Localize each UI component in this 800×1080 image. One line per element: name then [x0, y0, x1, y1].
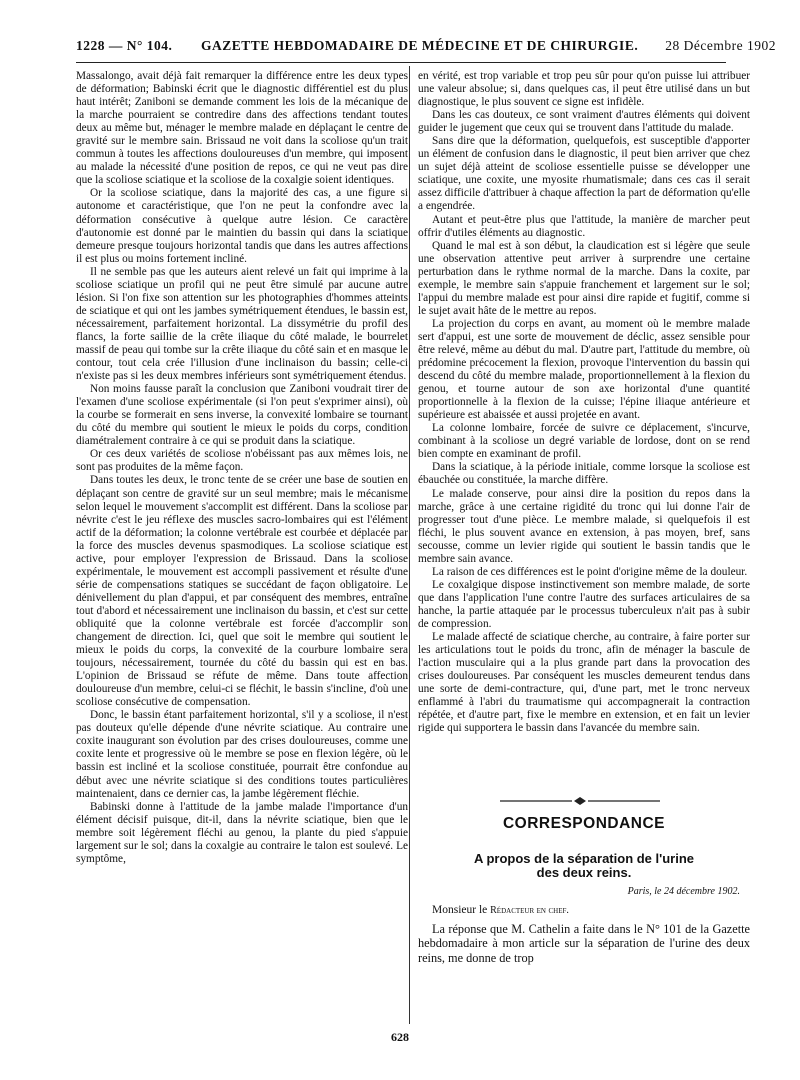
header-rule [76, 62, 726, 63]
page-issue-number: 1228 — N° 104. [76, 38, 173, 53]
letter-salutation [432, 904, 569, 916]
paragraph: Dans les cas douteux, ce sont vraiment d'autres éléments qui doivent guider le jugement que ceux qui se trouvent dans l'attitude du malade. [418, 109, 750, 135]
paragraph: Sans dire que la déformation, quelquefois, est susceptible d'apporter un élément de confusion dans le diagnostic, il peut bien arriver que chez un sujet déjà atteint de scoliose essentielle puisse se développer une sciatique, une coxite, une myosite rhumatismale; dans ces cas il serait assez difficile d'attribuer à chaque affection la part de déformation qu'elle a engendrée. [418, 135, 750, 213]
paragraph: La colonne lombaire, forcée de suivre ce déplacement, s'incurve, combinant à la scoliose un degré variable de lordose, dont on se rend bien compte en examinant de profil. [418, 422, 750, 461]
paragraph: Le malade affecté de sciatique cherche, au contraire, à faire porter sur les articulations tout le poids du tronc, afin de ménager la bascule de l'action musculaire qui a la plus grande part dans la provocation des crises douloureuses. Par conséquent les muscles demeurent tendus dans une sorte de demi-contracture, qui, d'une part, met le tronc nerveux enflammé à l'abri du traumatisme qui accompagnerait la contraction répétée, et d'autre part, fixe le membre en extension, et en fait un levier rigide qui supportera le bassin dans l'avancée du membre sain. [418, 631, 750, 735]
paragraph: Or la scoliose sciatique, dans la majorité des cas, a une figure si autonome et caractéristique, que l'on ne peut la confondre avec la déformation consécutive à quelque autre lésion. Ce caractère d'autonomie est donné par le maintien du bassin qui dans la sciatique demeure presque toujours horizontal tandis que dans les autres affections il est plus ou moins fortement incliné. [76, 187, 408, 265]
section-title: CORRESPONDANCE [502, 815, 665, 832]
journal-title: GAZETTE HEBDOMADAIRE DE MÉDECINE ET DE CHIRURGIE. [201, 38, 639, 53]
paragraph: La projection du corps en avant, au moment où le membre malade sert d'appui, est une sorte de mouvement de déclic, assez sensible pour être relevé, même au début du mal. D'autre part, l'attitude du membre, où prédomine précocement la flexion, provoque l'intervention du bassin qui descend du côté du membre malade, proportionnellement à la flexion du genou, et tourne autour de son axe horizontal d'une quantité proportionnelle à la flexion de la cuisse; l'épine iliaque antérieure et supérieure est abaissée et aussi projetée en avant. [418, 317, 750, 422]
paragraph: Autant et peut-être plus que l'attitude, la manière de marcher peut offrir d'utiles éléments au diagnostic. [418, 213, 750, 239]
column-divider [409, 66, 410, 1024]
folio-number: 628 [391, 1030, 409, 1044]
paragraph: Babinski donne à l'attitude de la jambe malade l'importance d'un élément décisif puisque, dit-il, dans la névrite sciatique, bien que le membre soit légèrement fléchi au genou, la plante du pied s'appuie largement sur le sol; dans la coxalgie au contraire le talon est soulevé. Le symptôme, [76, 800, 408, 865]
paragraph: Dans toutes les deux, le tronc tente de se créer une base de soutien en déplaçant son centre de gravité sur un seul membre; mais le mécanisme selon lequel le mouvement s'accomplit est différent. Dans la scoliose par névrite c'est le jeu réflexe des muscles sacro-lombaires qui est l'élément actif de la déformation; la colonne vertébrale est courbée et déplacée par la force des muscles devenus spasmodiques. La scoliose sciatique est active, pour employer l'expression de Brissaud. Dans la scoliose expérimentale, le mouvement est accompli passivement et résulte d'une série de compensations statiques se succédant de façon obligatoire. Le dénivellement du plan d'appui, et par conséquent des membres, entraîne tout d'abord et nécessairement une inclinaison du bassin, et c'est sur cette obliquité que la colonne vertébrale est forcée d'accomplir son changement de direction. Ici, quel que soit le membre qui soutient le mieux le poids du corps, la convexité de la courbure lombaire sera toujours, nécessairement, tournée du côté du bassin qui est en bas. L'opinion de Brissaud se réfute de même. Dans toute affection douloureuse d'un membre, celui-ci se fléchit, le bassin s'incline, d'où une scoliose consécutive de compensation. [76, 474, 408, 709]
paragraph: Massalongo, avait déjà fait remarquer la différence entre les deux types de déformation; Babinski écrit que le diagnostic différentiel est du plus haut intérêt; Zaniboni se demande comment les lois de la mécanique de la marche pourraient se contredire dans des affections tendant toutes deux au même but, ménager le membre malade en déplaçant le centre de gravité sur le membre sain. Brissaud ne voit dans la scoliose qu'un trait commun à toutes les affections douloureuses d'un membre, qui imposent au malade la nécessité d'une position de repos, ce qui ne veut pas dire que la scoliose sciatique et la scoliose de la coxalgie soient identiques. [76, 70, 408, 187]
issue-date: 28 Décembre 1902 [665, 38, 776, 53]
paragraph: en vérité, est trop variable et trop peu sûr pour qu'on puisse lui attribuer une valeur absolue; si, dans quelques cas, il peut être utilisé dans un but diagnostique, le plus souvent ce signe est infidèle. [418, 70, 750, 109]
paragraph: Or ces deux variétés de scoliose n'obéissant pas aux mêmes lois, ne sont pas produites de la même façon. [76, 448, 408, 474]
letter-body [418, 922, 750, 965]
paragraph: Le malade conserve, pour ainsi dire la position du repos dans la marche, grâce à une certaine rigidité du tronc qui lui donne l'air de progresser tout d'une pièce. Le membre malade, si quelquefois il est fléchi, le plus souvent avance en extension, à pas moyen, bref, sans secousse, comme un levier rigide qui soutient le bassin tandis que le membre sain avance. [418, 487, 750, 565]
paragraph: Donc, le bassin étant parfaitement horizontal, s'il y a scoliose, il n'est pas douteux qu'elle dépende d'une névrite sciatique. Au contraire une coxite inaugurant son évolution par des crises douloureuses, comme une coxite lente et progressive où le membre se pose en flexion légère, où le bassin est incliné et la scoliose constituée, pourrait être confondue au début avec une névrite sciatique si des conditions toutes particulières maintenaient, dans ce dernier cas, la jambe légèrement fléchie. [76, 709, 408, 800]
paragraph: La raison de ces différences est le point d'origine même de la douleur. [432, 565, 748, 578]
article-title-line: A propos de la séparation de l'urine [473, 851, 695, 866]
right-column [418, 70, 750, 735]
salutation-prefix: Monsieur le [432, 904, 491, 916]
paragraph: Non moins fausse paraît la conclusion que Zaniboni voudrait tirer de l'examen d'une scoliose expérimentale (si l'on peut s'exprimer ainsi), où la courbe se formerait en sens inverse, la convexité lombaire se tournant du côté du membre qui soutient le mieux le poids du corps, condition diamétralement contraire à ce qui se produit dans la sciatique. [76, 383, 408, 448]
paragraph: Dans la sciatique, à la période initiale, comme lorsque la scoliose est ébauchée ou constituée, la marche diffère. [418, 461, 750, 487]
paragraph: Il ne semble pas que les auteurs aient relevé un fait qui imprime à la scoliose sciatique un profil qui ne peut être simulé par aucune autre lésion. Si l'on fixe son attention sur les photographies d'hommes atteints de sciatique et qui ont les jambes symétriquement étendues, le bassin est, nécessairement, parfaitement horizontal. La dissymétrie du profil des flancs, la forte saillie de la crête iliaque du côté malade, le bourrelet massif de peau qui tombe sur la crête iliaque du côté sain et en masque le contour, tout cela crée l'illusion d'une inclinaison du bassin; celle-ci n'existe pas si les deux membres inférieurs sont symétriquement étendus. [76, 265, 408, 383]
paragraph: La réponse que M. Cathelin a faite dans le N° 101 de la Gazette hebdomadaire à mon article sur la séparation de l'urine des deux reins, me donne de trop [418, 922, 750, 965]
letter-dateline: Paris, le 24 décembre 1902. [627, 886, 740, 897]
article-title-line: des deux reins. [536, 865, 632, 880]
paragraph: Quand le mal est à son début, la claudication est si légère que seule une observation attentive peut arriver à surprendre une certaine perturbation dans le rythme normal de la marche. Dans la coxite, par exemple, le membre sain s'appuie franchement et largement sur le sol; l'appui du membre malade est pour ainsi dire rapide et fugitif, comme si le sujet avait hâte de le mettre au repos. [418, 239, 750, 317]
section-ornament [500, 797, 660, 805]
salutation-addressee: Rédacteur en chef. [490, 905, 569, 916]
paragraph: Le coxalgique dispose instinctivement son membre malade, de sorte que dans l'application l'une contre l'autre des surfaces articulaires de sa hanche, la partie attaquée par le processus tuberculeux n'ait pas à subir de compression. [418, 578, 750, 630]
left-column [76, 70, 408, 866]
article-title [418, 852, 750, 880]
